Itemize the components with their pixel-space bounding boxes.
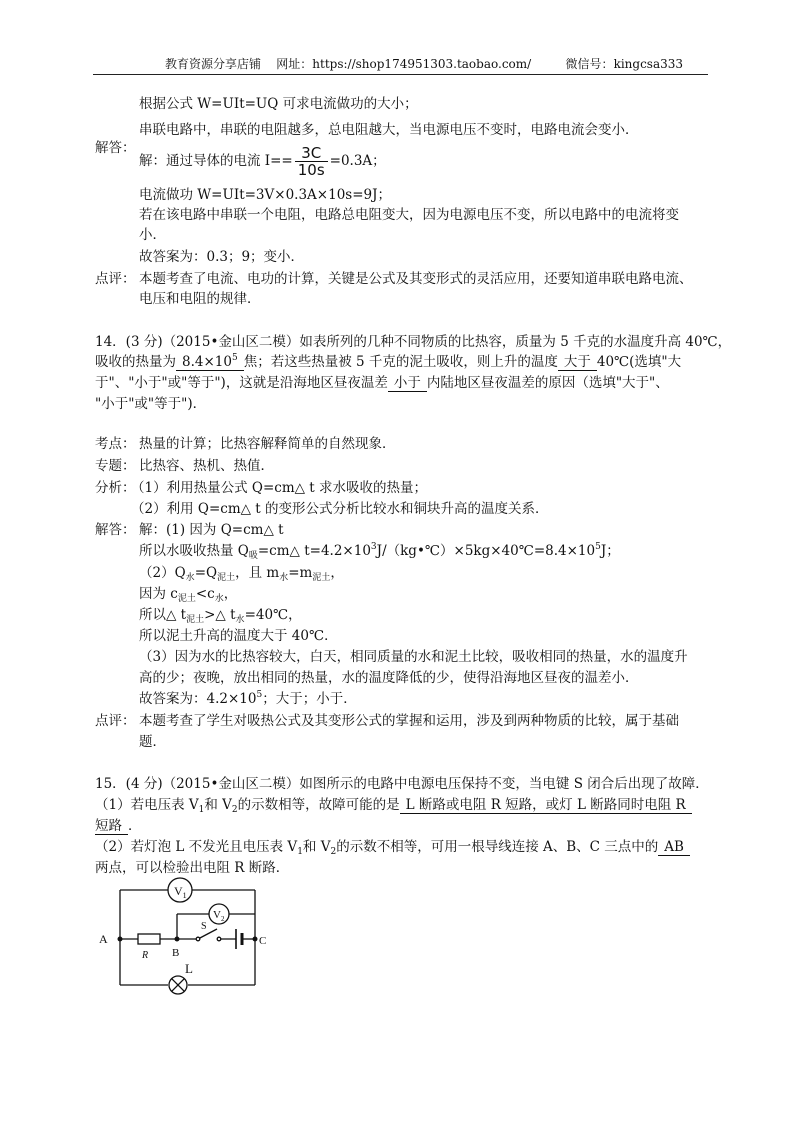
switch-contact-right <box>217 937 221 941</box>
q13-fraction <box>295 145 328 179</box>
q13-jieda-label: 解答： <box>95 140 136 156</box>
q14-solution-1: 解：(1) 因为 Q=cm△ t <box>139 522 284 538</box>
resistor-r <box>138 934 160 944</box>
q14-text: 40℃(选填"大 <box>596 354 682 370</box>
q15-stem-line-2 <box>95 796 692 814</box>
q14-stem-line-1: 14．(3 分)（2015•金山区二模）如表所列的几种不同物质的比热容，质量为 5 千克的水温度升高 40℃， <box>95 334 732 350</box>
q14-stem-line-4: "小于"或"等于")． <box>95 396 207 412</box>
q14-solution-7: （3）因为水的比热容较大，白天，相同质量的水和泥土比较，吸收相同的热量，水的温度升 <box>139 649 688 665</box>
junction-c <box>253 937 258 942</box>
q14-sol-sub: 泥土 <box>177 594 196 604</box>
q14-analysis-2: （2）利用 Q=cm△ t 的变形公式分析比较水和铜块升高的温度关系． <box>131 501 549 517</box>
q14-sol-text: <c <box>195 586 215 602</box>
q15-answer-1: L 断路或电阻 R 短路，或灯 L 断路同时电阻 R <box>400 797 692 814</box>
q13-solution-work: 电流做功 W=UIt=3V×0.3A×10s=9J； <box>139 187 392 203</box>
q14-sol-text: 因为 c <box>139 586 178 602</box>
q14-stem-line-2 <box>95 353 681 371</box>
q14-sol-text: ， <box>223 586 238 602</box>
junction-a <box>118 937 123 942</box>
q14-solution-3 <box>139 564 344 582</box>
q15-text: （2）若灯泡 L 不发光且电压表 V <box>95 839 298 855</box>
wechat-label: 微信号： <box>565 57 614 71</box>
resistor-label: R <box>142 950 149 961</box>
q13-answer: 故答案为：0.3；9；变小． <box>139 249 305 265</box>
q14-sol-text: >△ t <box>204 607 236 623</box>
q14-analysis-1: （1）利用热量公式 Q=cm△ t 求水吸收的热量； <box>131 480 428 496</box>
q15-stem-line-5: 两点，可以检验出电阻 R 断路． <box>95 860 290 876</box>
page-header <box>165 55 683 72</box>
q14-text: 内陆地区昼夜温差的原因（选填"大于"、 <box>426 375 669 391</box>
q14-sol-text: =cm△ t=4.2×10 <box>257 543 371 559</box>
q15-text: 的示数不相等，可用一根导线连接 A、B、C 三点中的 <box>336 839 659 855</box>
q14-sol-text: =m <box>288 565 313 581</box>
q13-comment-line-2: 电压和电阻的规律． <box>139 291 261 307</box>
q14-sol-sub: 水 <box>185 573 195 583</box>
q13-current-formula: 解：通过导体的电流 I== <box>139 153 293 169</box>
q14-solution-8: 高的少；夜晚，放出相同的热量，水的温度降低的少，使得沿海地区昼夜的温差小． <box>139 670 639 686</box>
q13-current-result: =0.3A； <box>329 153 386 169</box>
q14-sol-text: 所以△ t <box>139 607 187 623</box>
q13-solution-line-6: 小． <box>139 227 166 243</box>
q14-comment-1: 本题考查了学生对吸热公式及其变形公式的掌握和运用，涉及到两种物质的比较，属于基础 <box>139 713 679 729</box>
shop-name: 教育资源分享店铺 <box>165 57 262 71</box>
q13-solution-current <box>139 142 386 180</box>
point-c-label: C <box>259 935 267 947</box>
q14-sol-sub: 水 <box>279 573 289 583</box>
q14-sol-sub: 泥土 <box>186 615 205 625</box>
lamp-label: L <box>185 961 193 976</box>
q14-sol-sub: 泥土 <box>312 573 331 583</box>
point-b-label: B <box>172 947 180 959</box>
q14-sol-text: 所以水吸收热量 Q <box>139 543 249 559</box>
q14-kaodian: 热量的计算；比热容解释简单的自然现象． <box>139 436 396 452</box>
q13-comment-line-1: 本题考查了电流、电功的计算，关键是公式及其变形式的灵活应用，还要知道串联电路电流、 <box>139 271 693 287</box>
q15-answer-1-cont: 短路 <box>95 818 128 835</box>
q14-sol-text: =Q <box>194 565 218 581</box>
q14-comment-2: 题． <box>139 734 166 750</box>
circuit-diagram <box>95 877 285 997</box>
q14-zhuanti-label: 专题： <box>95 458 136 474</box>
q14-sol-text: J/（kg•℃）×5kg×40℃=8.4×10 <box>376 543 596 559</box>
q14-answer-heat <box>176 354 244 371</box>
q14-stem-line-3 <box>95 374 669 392</box>
point-a-label: A <box>99 932 108 946</box>
q13-analysis-line-1: 根据公式 W=UIt=UQ 可求电流做功的大小； <box>139 96 418 112</box>
q14-sol-text: ，且 m <box>235 565 280 581</box>
q14-answer-temp: 大于 <box>558 354 597 371</box>
site-label: 网址： <box>276 57 313 71</box>
q14-sol-text: 故答案为：4.2×10 <box>139 691 257 707</box>
switch-label: S <box>201 921 207 932</box>
q14-answer-diff: 小于 <box>388 375 427 392</box>
q14-sol-exp: 3 <box>370 542 377 552</box>
q14-sol-sub: 水 <box>214 594 224 604</box>
q14-sol-text: ， <box>330 565 344 581</box>
q15-stem-line-1: 15．(4 分)（2015•金山区二模）如图所示的电路中电源电压保持不变，当电键 S 闭合后出现了故障． <box>95 776 709 792</box>
q14-jieda-label: 解答： <box>95 522 136 538</box>
q14-text: 于"、"小于"或"等于")，这就是沿海地区昼夜温差 <box>95 375 388 391</box>
q14-sol-text: =40℃， <box>244 607 302 623</box>
q15-text: （1）若电压表 V <box>95 797 199 813</box>
q14-solution-5 <box>139 606 302 624</box>
q14-sol-text: ；大于；小于． <box>262 691 357 707</box>
q14-fenxi-label: 分析： <box>95 480 136 496</box>
v1-label: $V_1$ <box>174 884 187 900</box>
q14-text: 焦；若这些热量被 5 千克的泥土吸收，则上升的温度 <box>243 354 558 370</box>
q15-sub: 1 <box>198 805 205 815</box>
q14-answer <box>139 690 357 708</box>
q14-sol-sub: 水 <box>235 615 245 625</box>
q14-answer-heat-exp: 5 <box>231 353 238 363</box>
q14-kaodian-label: 考点： <box>95 436 136 452</box>
q14-zhuanti: 比热容、热机、热值． <box>139 458 274 474</box>
q14-text: 吸收的热量为 <box>95 354 176 370</box>
q14-solution-2 <box>139 542 620 560</box>
q15-stem-line-4 <box>95 838 690 856</box>
q13-fraction-numerator: 3C <box>295 145 328 162</box>
q13-solution-line-5: 若在该电路中串联一个电阻，电路总电阻变大，因为电源电压不变，所以电路中的电流将变 <box>139 207 679 223</box>
q14-dianping-label: 点评： <box>95 713 136 729</box>
site-url[interactable]: https://shop174951303.taobao.com/ <box>312 57 532 71</box>
q13-analysis-line-2: 串联电路中，串联的电阻越多，总电阻越大，当电源电压不变时，电路电流会变小． <box>139 122 639 138</box>
q15-text: ． <box>128 818 142 834</box>
q13-fraction-denominator: 10s <box>297 160 325 179</box>
q15-text: 的示数相等，故障可能的是 <box>237 797 400 813</box>
q14-answer-heat-base: 8.4×10 <box>182 354 232 370</box>
header-divider <box>93 74 708 75</box>
q15-sub: 2 <box>330 847 337 857</box>
q13-dianping-label: 点评： <box>95 271 136 287</box>
q15-text: 和 V <box>302 839 331 855</box>
q15-sub: 1 <box>297 847 303 857</box>
q14-sol-exp: 5 <box>595 542 601 552</box>
v2-label: $V_2$ <box>213 909 225 923</box>
q15-sub: 2 <box>231 805 238 815</box>
q15-answer-2: AB <box>658 839 690 856</box>
q15-text: 和 V <box>204 797 232 813</box>
q14-sol-sub: 吸 <box>248 551 258 561</box>
q14-sol-sub: 泥土 <box>217 573 236 583</box>
switch-contact-left <box>196 937 200 941</box>
junction-b <box>175 937 180 942</box>
q14-solution-4 <box>139 585 237 603</box>
q14-sol-text: （2）Q <box>139 565 186 581</box>
q14-sol-exp: 5 <box>256 690 263 700</box>
q14-sol-text: J； <box>600 543 620 559</box>
q15-stem-line-3 <box>95 817 142 835</box>
wechat-id: kingcsa333 <box>613 57 684 71</box>
q14-solution-6: 所以泥土升高的温度大于 40℃． <box>139 628 338 644</box>
